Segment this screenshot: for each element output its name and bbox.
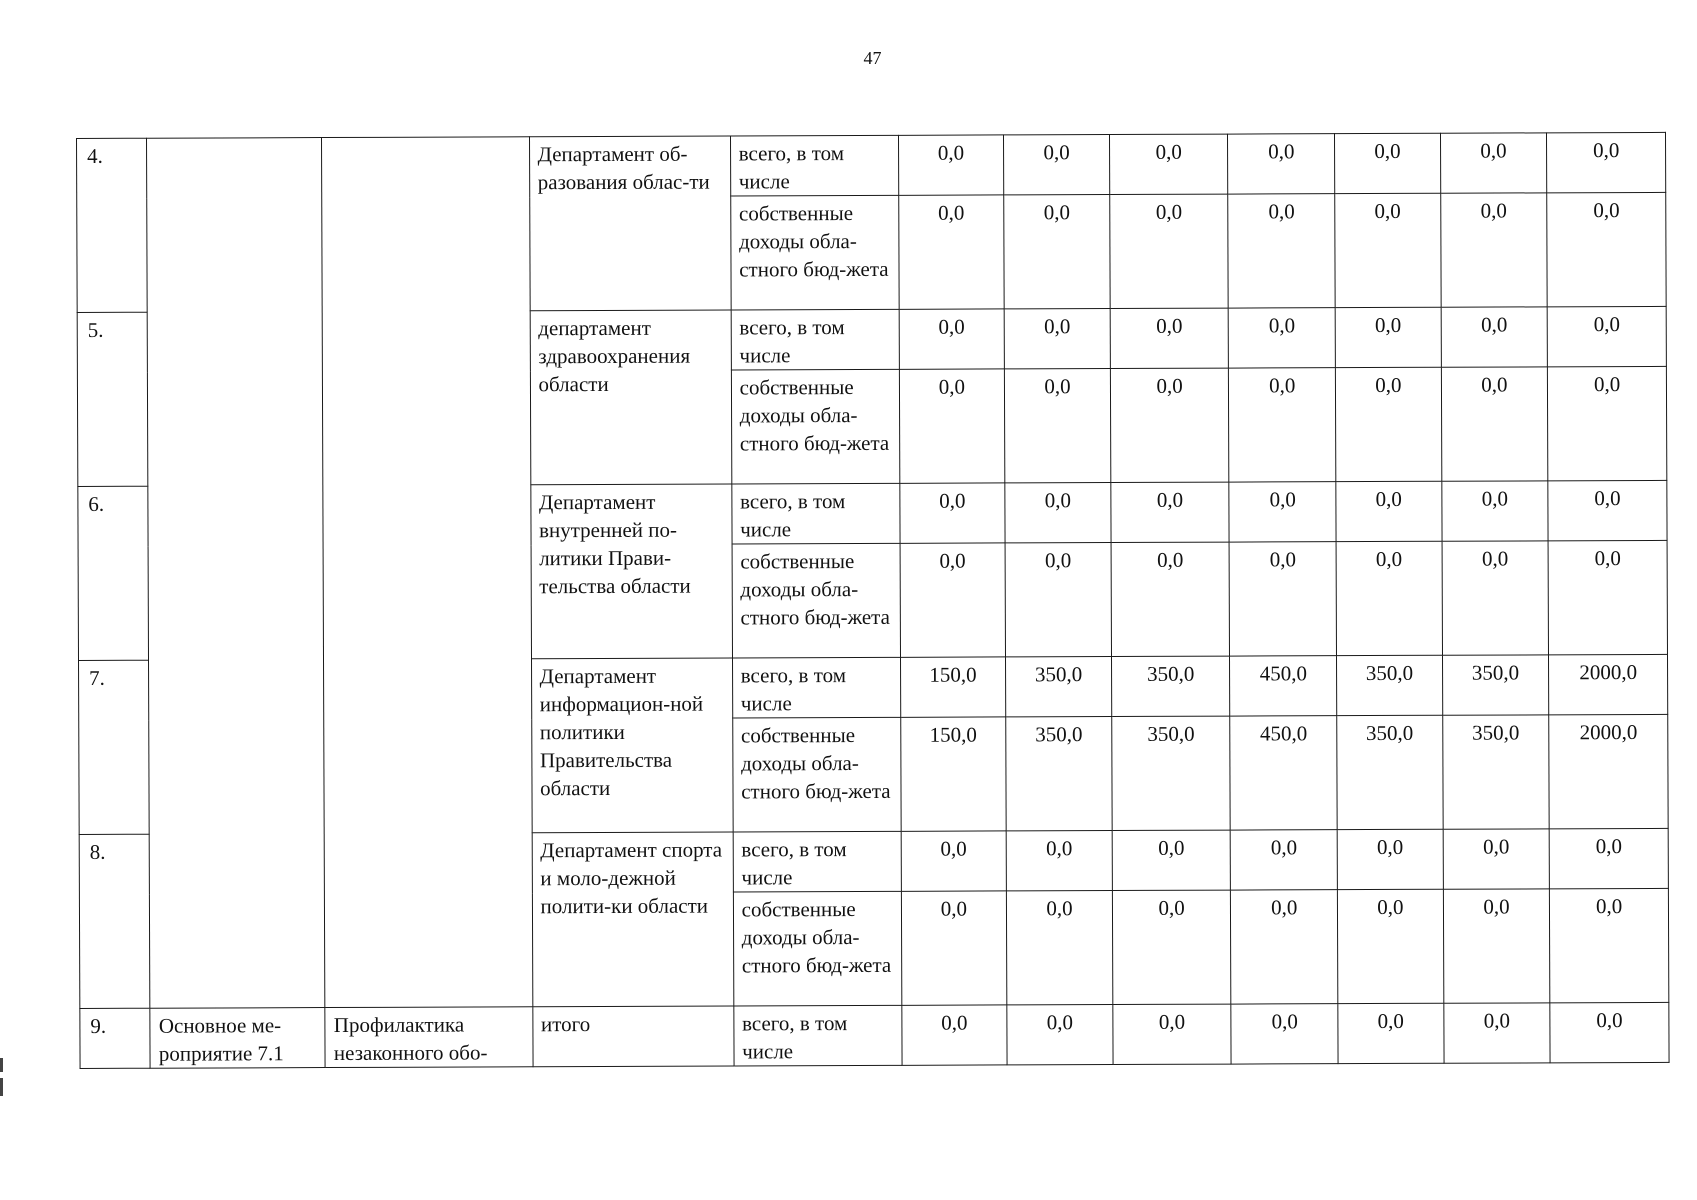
total-label: всего, в том числе — [732, 483, 900, 544]
description-cell — [322, 137, 533, 1008]
value-cell: 350,0 — [1112, 716, 1231, 830]
total-label: всего, в том числе — [732, 657, 900, 718]
value-cell: 0,0 — [1548, 366, 1667, 480]
value-cell: 0,0 — [1440, 133, 1547, 193]
funding-table — [76, 132, 1670, 1069]
scan-edge-mark — [0, 1058, 3, 1072]
value-cell: 0,0 — [1440, 193, 1547, 307]
value-cell: 0,0 — [1230, 542, 1337, 656]
value-cell: 0,0 — [1441, 481, 1548, 541]
value-cell: 0,0 — [1441, 367, 1548, 481]
value-cell: 0,0 — [1229, 308, 1336, 368]
value-cell: 0,0 — [1335, 367, 1441, 481]
scan-edge-mark — [0, 1078, 3, 1096]
value-cell: 0,0 — [1442, 541, 1549, 655]
row-index: 7. — [79, 660, 150, 834]
value-cell: 0,0 — [1111, 482, 1230, 542]
value-cell: 0,0 — [1337, 829, 1443, 889]
value-cell: 0,0 — [1229, 482, 1336, 542]
value-cell: 0,0 — [1228, 134, 1335, 194]
value-cell: 0,0 — [1338, 1003, 1444, 1063]
value-cell: 0,0 — [1549, 828, 1668, 888]
value-cell: 0,0 — [1336, 541, 1442, 655]
value-cell: 0,0 — [901, 831, 1007, 891]
value-cell: 0,0 — [1550, 1002, 1669, 1062]
value-cell: 350,0 — [1442, 655, 1549, 715]
value-cell: 0,0 — [898, 195, 1004, 309]
own-income-label: собственные доходы обла-стного бюд-жета — [731, 369, 899, 484]
department-cell: Департамент информацион-ной политики Правительства области — [531, 658, 733, 833]
value-cell: 0,0 — [1548, 480, 1667, 540]
value-cell: 150,0 — [900, 717, 1006, 831]
row-index: 4. — [77, 138, 148, 312]
value-cell: 0,0 — [1441, 307, 1548, 367]
value-cell: 0,0 — [1548, 540, 1667, 654]
own-income-label: собственные доходы обла-стного бюд-жета — [730, 195, 898, 310]
value-cell: 0,0 — [1547, 192, 1666, 306]
value-cell: 450,0 — [1230, 716, 1337, 830]
value-cell: 0,0 — [1007, 891, 1113, 1005]
table-body — [77, 132, 1670, 1068]
value-cell: 2000,0 — [1549, 654, 1668, 714]
value-cell: 150,0 — [900, 657, 1006, 717]
value-cell: 0,0 — [1547, 306, 1666, 366]
value-cell: 0,0 — [1109, 134, 1228, 194]
department-cell: Департамент внутренней по-литики Прави-тельства области — [530, 484, 732, 659]
value-cell: 0,0 — [1110, 194, 1229, 308]
value-cell: 0,0 — [1004, 135, 1110, 195]
value-cell: 350,0 — [1337, 655, 1443, 715]
department-cell: итого — [532, 1006, 733, 1067]
total-label: всего, в том числе — [731, 309, 899, 370]
value-cell: 0,0 — [901, 891, 1007, 1005]
value-cell: 0,0 — [898, 135, 1004, 195]
row-index: 8. — [79, 834, 150, 1008]
value-cell: 0,0 — [899, 369, 1005, 483]
activity-cell — [147, 138, 325, 1009]
row-index: 9. — [80, 1008, 151, 1068]
value-cell: 2000,0 — [1549, 714, 1668, 828]
department-cell: Департамент об-разования облас-ти — [529, 136, 731, 311]
total-label: всего, в том числе — [730, 135, 898, 196]
table-row — [77, 132, 1666, 198]
page-number: 47 — [863, 48, 882, 68]
row-index: 6. — [78, 486, 149, 660]
value-cell: 0,0 — [1006, 831, 1112, 891]
value-cell: 0,0 — [1004, 195, 1110, 309]
value-cell: 0,0 — [1111, 542, 1230, 656]
value-cell: 0,0 — [1335, 133, 1441, 193]
value-cell: 0,0 — [1113, 1004, 1232, 1064]
value-cell: 0,0 — [1112, 890, 1231, 1004]
value-cell: 450,0 — [1230, 656, 1337, 716]
value-cell: 0,0 — [1231, 1004, 1338, 1064]
table-row — [80, 1002, 1669, 1068]
value-cell: 0,0 — [1112, 830, 1231, 890]
value-cell: 0,0 — [1007, 1005, 1113, 1065]
value-cell: 350,0 — [1111, 656, 1230, 716]
value-cell: 0,0 — [1443, 1003, 1550, 1063]
row-index: 5. — [77, 312, 148, 486]
value-cell: 350,0 — [1006, 657, 1112, 717]
department-cell: департамент здравоохранения области — [530, 310, 732, 485]
value-cell: 0,0 — [1004, 309, 1110, 369]
value-cell: 0,0 — [1005, 483, 1111, 543]
description-cell: Профилактика незаконного обо- — [325, 1007, 532, 1068]
value-cell: 0,0 — [1110, 308, 1229, 368]
value-cell: 0,0 — [899, 309, 1005, 369]
value-cell: 350,0 — [1337, 715, 1443, 829]
total-label: всего, в том числе — [733, 831, 901, 892]
value-cell: 0,0 — [1335, 193, 1441, 307]
value-cell: 0,0 — [900, 543, 1006, 657]
department-cell: Департамент спорта и моло-дежной полити-ки области — [532, 832, 734, 1007]
total-label: всего, в том числе — [734, 1005, 902, 1066]
value-cell: 0,0 — [1005, 369, 1111, 483]
value-cell: 0,0 — [1110, 368, 1229, 482]
value-cell: 350,0 — [1006, 717, 1112, 831]
activity-cell: Основное ме-роприятие 7.1 — [150, 1008, 325, 1069]
value-cell: 0,0 — [1231, 830, 1338, 890]
value-cell: 0,0 — [1547, 132, 1666, 192]
value-cell: 0,0 — [1005, 543, 1111, 657]
value-cell: 0,0 — [1337, 889, 1443, 1003]
value-cell: 0,0 — [1231, 890, 1338, 1004]
own-income-label: собственные доходы обла-стного бюд-жета — [732, 717, 900, 832]
value-cell: 0,0 — [899, 483, 1005, 543]
value-cell: 0,0 — [1550, 888, 1669, 1002]
value-cell: 0,0 — [1229, 368, 1336, 482]
value-cell: 0,0 — [1228, 194, 1335, 308]
value-cell: 0,0 — [1335, 307, 1441, 367]
own-income-label: собственные доходы обла-стного бюд-жета — [732, 543, 900, 658]
value-cell: 0,0 — [901, 1005, 1007, 1065]
value-cell: 0,0 — [1336, 481, 1442, 541]
value-cell: 0,0 — [1443, 829, 1550, 889]
value-cell: 0,0 — [1443, 889, 1550, 1003]
own-income-label: собственные доходы обла-стного бюд-жета — [733, 891, 901, 1006]
value-cell: 350,0 — [1442, 715, 1549, 829]
